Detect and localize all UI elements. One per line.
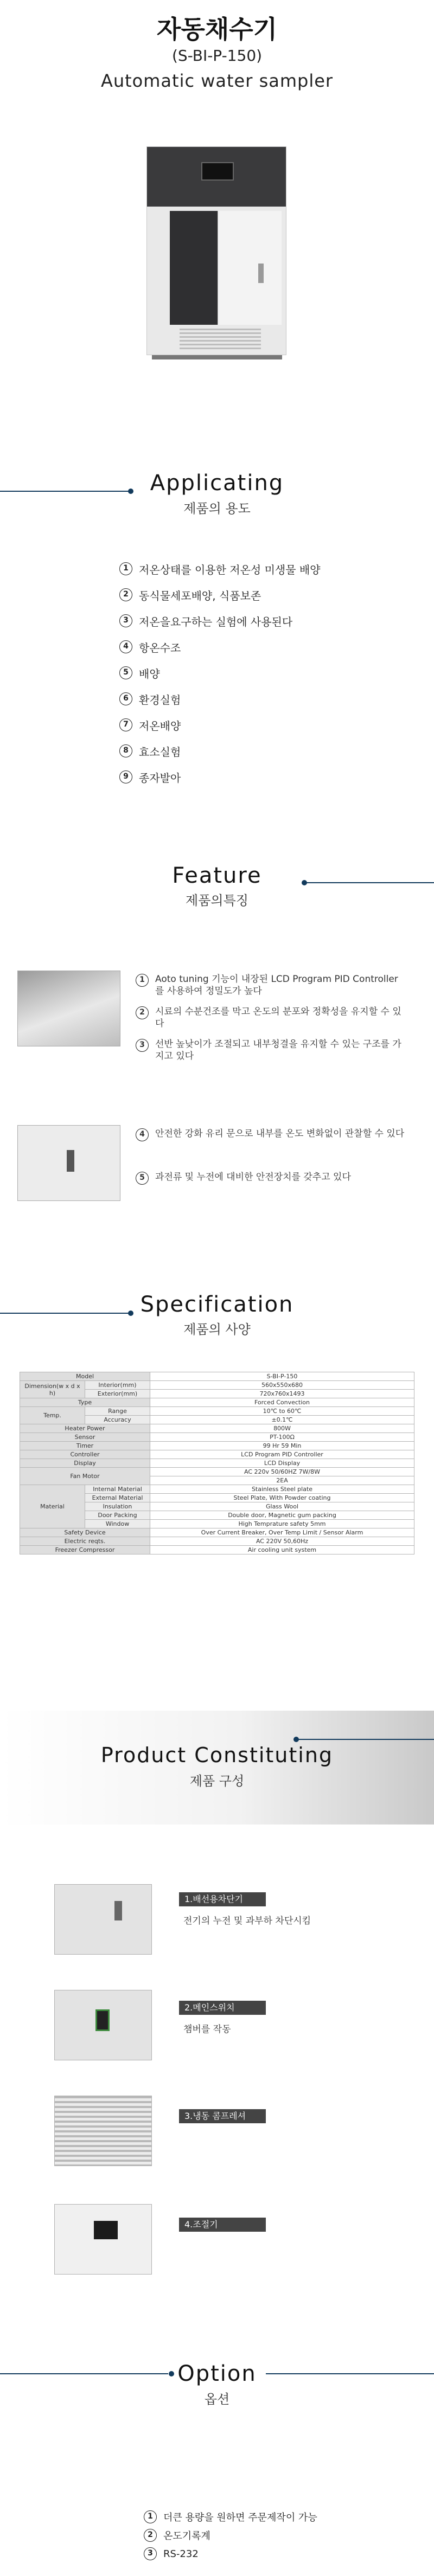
spec-label: Controller	[20, 1450, 150, 1459]
component-tag: 2.메인스위치	[179, 2001, 266, 2015]
list-text: 항온수조	[139, 641, 181, 654]
spec-value: 10℃ to 60℃	[150, 1407, 414, 1416]
spec-label: Heater Power	[20, 1424, 150, 1433]
table-row	[20, 1537, 414, 1546]
spec-value: Air cooling unit system	[150, 1546, 414, 1554]
list-number: 7	[119, 718, 132, 731]
table-row	[20, 1424, 414, 1433]
table-row	[20, 1528, 414, 1537]
feature-text: 시료의 수분건조를 막고 온도의 분포와 정확성을 유지할 수 있다	[155, 1006, 401, 1029]
spec-label: Freezer Compressor	[20, 1546, 150, 1554]
product-title: 자동채수기	[156, 15, 278, 44]
spec-sublabel: Door Packing	[85, 1511, 150, 1520]
feature-item	[136, 1128, 407, 1141]
spec-label: Dimension(w x d x h)	[20, 1381, 85, 1398]
feature-item	[136, 973, 407, 997]
feature-item	[136, 1038, 407, 1062]
list-text: 저온배양	[139, 719, 181, 733]
component-desc: 전기의 누전 및 과부하 차단시킴	[183, 1916, 311, 1926]
spec-value: AC 220v 50/60HZ 7W/8W	[150, 1468, 414, 1476]
section-subtitle-applicating: 제품의 용도	[183, 501, 251, 516]
list-item	[119, 556, 391, 582]
list-number: 8	[119, 744, 132, 757]
model-number: (S-BI-P-150)	[171, 47, 263, 65]
list-item	[119, 608, 391, 634]
power-switch-icon	[95, 2009, 110, 2031]
table-row	[20, 1450, 414, 1459]
component-tag: 4.조절기	[179, 2218, 266, 2232]
component-tag: 1.배선용차단기	[179, 1892, 266, 1906]
feature-item	[136, 1006, 407, 1030]
list-item	[119, 582, 391, 608]
list-text: 저온을요구하는 실험에 사용된다	[139, 615, 293, 628]
spec-sublabel: Internal Material	[85, 1485, 150, 1494]
list-text: RS-232	[163, 2548, 199, 2560]
spec-value: 560x550x680	[150, 1381, 414, 1390]
section-title-option: Option	[177, 2361, 257, 2386]
list-text: 동식물세포배양, 식품보존	[139, 589, 261, 602]
section-divider-dot	[293, 1737, 299, 1742]
spec-value: 800W	[150, 1424, 414, 1433]
spec-value: 2EA	[150, 1476, 414, 1485]
product-title-english: Automatic water sampler	[100, 70, 334, 91]
list-item	[119, 712, 391, 738]
list-text: 환경실험	[139, 693, 181, 706]
table-row	[20, 1372, 414, 1381]
feature-photo-chamber	[17, 971, 120, 1046]
list-number: 1	[136, 974, 149, 987]
spec-value: LCD Display	[150, 1459, 414, 1468]
list-text: 효소실험	[139, 745, 181, 759]
component-photo-controller	[54, 2204, 152, 2275]
spec-value: ±0.1℃	[150, 1416, 414, 1424]
cabinet-window	[170, 211, 218, 325]
spec-value: AC 220V 50,60Hz	[150, 1537, 414, 1546]
spec-label: Temp.	[20, 1407, 85, 1424]
list-text: 배양	[139, 667, 160, 680]
list-number: 3	[119, 614, 132, 627]
table-row	[20, 1485, 414, 1494]
component-photo-compressor	[54, 2096, 152, 2166]
feature-text: 안전한 강화 유리 문으로 내부를 온도 변화없이 관찰할 수 있다	[155, 1128, 405, 1139]
section-title-specification: Specification	[140, 1292, 294, 1317]
section-subtitle-feature: 제품의특징	[186, 893, 248, 908]
constituting-banner	[0, 1711, 434, 1825]
section-title-feature: Feature	[172, 863, 262, 888]
spec-label: Sensor	[20, 1433, 150, 1442]
list-text: 더큰 용량을 원하면 주문제작이 가능	[163, 2512, 317, 2523]
list-number: 5	[136, 1172, 149, 1185]
component-tag: 3.냉동 콤프레셔	[179, 2109, 266, 2123]
spec-value: Forced Convection	[150, 1398, 414, 1407]
feature-item	[136, 1171, 407, 1185]
table-row	[20, 1433, 414, 1442]
list-text: 저온상태를 이용한 저온성 미생물 배양	[139, 563, 321, 576]
list-number: 4	[136, 1128, 149, 1141]
spec-value: Glass Wool	[150, 1502, 414, 1511]
list-number: 3	[136, 1039, 149, 1052]
spec-sublabel: External Material	[85, 1494, 150, 1502]
cabinet-door	[218, 211, 282, 325]
feature-text: 과전류 및 누전에 대비한 안전장치를 갖추고 있다	[155, 1172, 351, 1183]
spec-value: Steel Plate, With Powder coating	[150, 1494, 414, 1502]
feature-text: 선반 높낮이가 조절되고 내부청결을 유지할 수 있는 구조를 가지고 있다	[155, 1039, 401, 1062]
component-photo-breaker	[54, 1884, 152, 1955]
section-subtitle-specification: 제품의 사양	[183, 1322, 251, 1337]
component-photo-main-switch	[54, 1990, 152, 2060]
list-item	[119, 634, 391, 660]
list-number: 1	[144, 2510, 157, 2523]
spec-value: 99 Hr 59 Min	[150, 1442, 414, 1450]
list-item	[119, 764, 391, 790]
table-row	[20, 1468, 414, 1476]
list-number: 2	[144, 2529, 157, 2542]
section-title-constituting: Product Constituting	[100, 1743, 334, 1767]
list-number: 2	[119, 588, 132, 601]
usage-list	[119, 556, 391, 790]
table-row	[20, 1398, 414, 1407]
list-number: 3	[144, 2547, 157, 2560]
breaker-switch-icon	[114, 1901, 122, 1920]
feature-photo-panel	[17, 1125, 120, 1201]
table-row	[20, 1407, 414, 1416]
spec-value: Double door, Magnetic gum packing	[150, 1511, 414, 1520]
spec-label: Electric reqts.	[20, 1537, 150, 1546]
spec-value: S-BI-P-150	[150, 1372, 414, 1381]
list-text: 종자발아	[139, 771, 181, 785]
section-subtitle-constituting: 제품 구성	[189, 1774, 245, 1789]
control-display	[201, 162, 234, 181]
list-number: 2	[136, 1006, 149, 1019]
table-row	[20, 1381, 414, 1390]
spec-label: Timer	[20, 1442, 150, 1450]
list-item	[119, 686, 391, 712]
section-divider-line	[296, 1739, 434, 1740]
spec-sublabel: Insulation	[85, 1502, 150, 1511]
list-item	[144, 2545, 317, 2563]
spec-value: Over Current Breaker, Over Temp Limit / Sensor Alarm	[150, 1528, 414, 1537]
table-row	[20, 1546, 414, 1554]
spec-label: Model	[20, 1372, 150, 1381]
door-handle	[258, 264, 264, 283]
spec-label: Material	[20, 1485, 85, 1528]
cabinet-vent	[180, 329, 261, 350]
spec-value: 720x760x1493	[150, 1390, 414, 1398]
section-subtitle-option: 옵션	[204, 2392, 230, 2407]
spec-sublabel: Accuracy	[85, 1416, 150, 1424]
controller-display-icon	[94, 2221, 118, 2239]
list-item	[119, 738, 391, 764]
spec-label: Display	[20, 1459, 150, 1468]
section-title-applicating: Applicating	[150, 471, 284, 496]
spec-sublabel: Range	[85, 1407, 150, 1416]
spec-label: Fan Motor	[20, 1468, 150, 1485]
list-item	[144, 2526, 317, 2545]
list-item	[119, 660, 391, 686]
list-number: 6	[119, 692, 132, 705]
list-number: 9	[119, 770, 132, 783]
spec-sublabel: Window	[85, 1520, 150, 1528]
table-row	[20, 1459, 414, 1468]
spec-label: Type	[20, 1398, 150, 1407]
component-desc: 챔버를 작동	[183, 2024, 231, 2035]
spec-sublabel: Exterior(mm)	[85, 1390, 150, 1398]
list-number: 1	[119, 562, 132, 575]
spec-value: LCD Program PID Controller	[150, 1450, 414, 1459]
product-image	[146, 146, 286, 355]
spec-value: High Temprature safety 5mm	[150, 1520, 414, 1528]
spec-value: PT-100Ω	[150, 1433, 414, 1442]
option-list	[144, 2508, 317, 2563]
spec-table	[20, 1372, 414, 1554]
breaker-switch-icon	[67, 1150, 74, 1172]
list-item	[144, 2508, 317, 2526]
cabinet-base	[152, 355, 282, 359]
feature-text: Aoto tuning 기능이 내장된 LCD Program PID Controller를 사용하여 정밀도가 높다	[155, 974, 398, 997]
list-number: 4	[119, 640, 132, 653]
spec-value: Stainless Steel plate	[150, 1485, 414, 1494]
table-row	[20, 1442, 414, 1450]
spec-sublabel: Interior(mm)	[85, 1381, 150, 1390]
list-number: 5	[119, 666, 132, 679]
list-text: 온도기록계	[163, 2530, 210, 2542]
spec-label: Safety Device	[20, 1528, 150, 1537]
